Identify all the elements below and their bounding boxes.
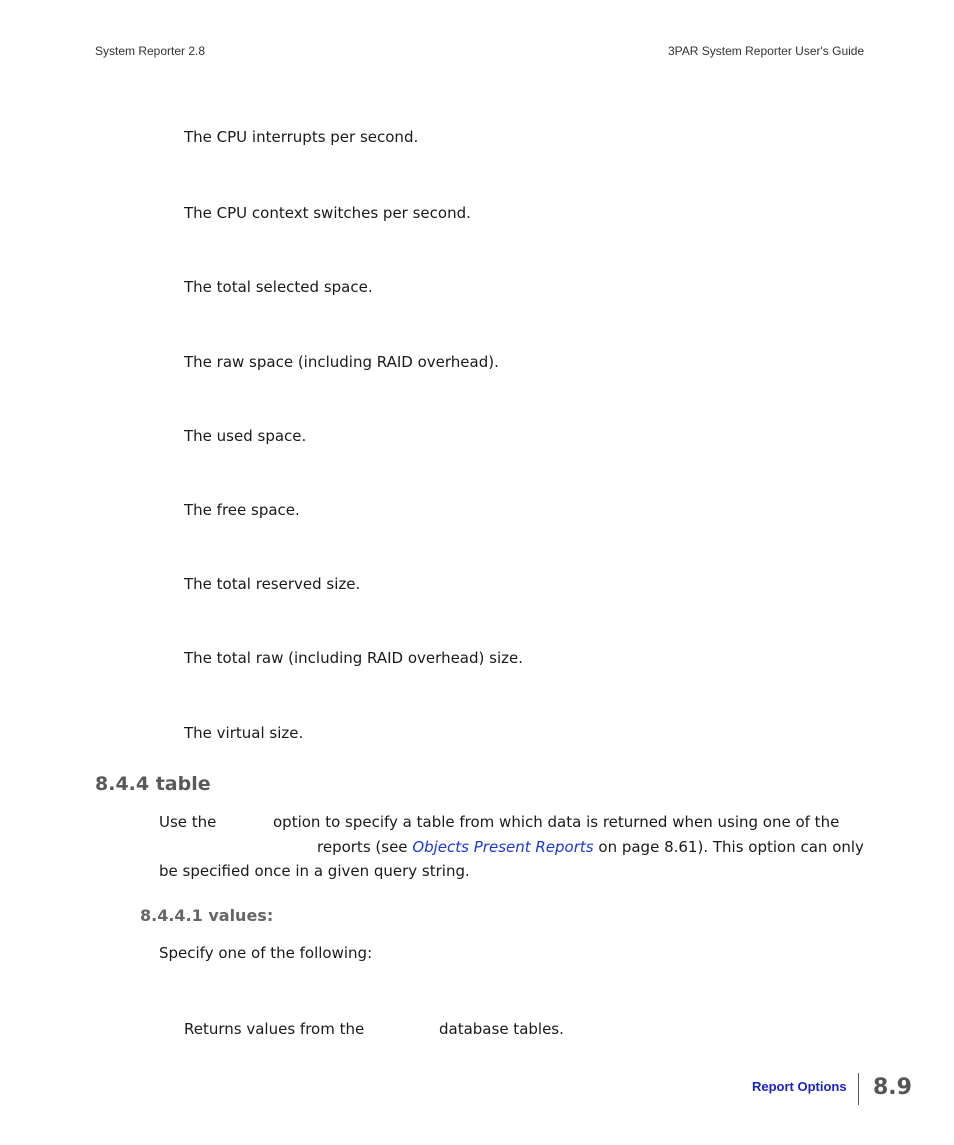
running-header-left: System Reporter 2.8: [95, 44, 206, 58]
paragraph-line: [317, 835, 864, 860]
option-description: The virtual size.: [184, 724, 304, 742]
option-description: The free space.: [184, 501, 300, 519]
option-description: The total selected space.: [184, 278, 373, 296]
paragraph-text: reports (see: [317, 838, 408, 856]
section-heading: 8.4.4 table: [95, 773, 211, 795]
paragraph-line: [159, 810, 216, 835]
option-description: The raw space (including RAID overhead).: [184, 353, 499, 371]
value-description-start: Returns values from the: [184, 1020, 365, 1038]
paragraph-line: be specified once in a given query string.: [159, 862, 470, 880]
subsection-heading: 8.4.4.1 values:: [140, 906, 274, 925]
subsection-intro: Specify one of the following:: [159, 944, 373, 962]
paragraph-text: option to specify a table from which data is returned when using one of the: [273, 813, 840, 831]
cross-reference-link[interactable]: Objects Present Reports: [412, 838, 594, 856]
paragraph-text: Use the: [159, 813, 217, 831]
running-header-right: 3PAR System Reporter User's Guide: [668, 44, 865, 58]
paragraph-text: on page 8.61). This option can only: [598, 838, 864, 856]
option-description: The total reserved size.: [184, 575, 361, 593]
option-description: The CPU context switches per second.: [184, 204, 471, 222]
option-description: The CPU interrupts per second.: [184, 128, 419, 146]
option-description: The total raw (including RAID overhead) size.: [184, 649, 523, 667]
footer-chapter-label: Report Options: [752, 1079, 847, 1094]
option-description: The used space.: [184, 427, 307, 445]
page-number: 8.9: [873, 1075, 912, 1100]
paragraph-line: [273, 810, 839, 835]
footer-divider: [858, 1073, 859, 1105]
value-description-end: database tables.: [439, 1020, 564, 1038]
